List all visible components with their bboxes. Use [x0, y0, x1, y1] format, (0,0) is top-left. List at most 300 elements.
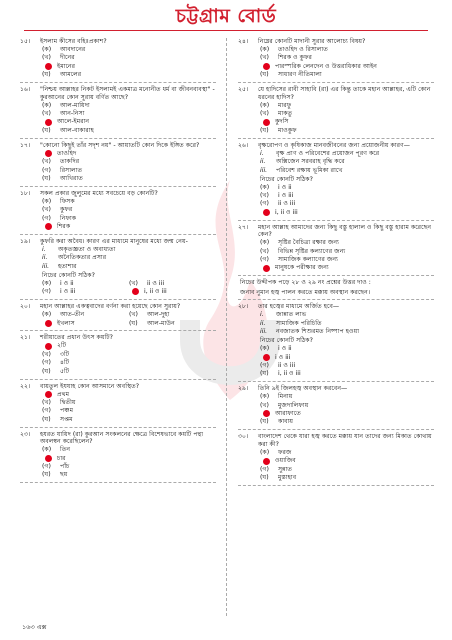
answer-option[interactable]: [238, 126, 434, 134]
answer-option[interactable]: [20, 206, 216, 214]
option-label: (গ): [42, 166, 51, 174]
answer-option[interactable]: [20, 390, 216, 398]
answer-marked-icon: [263, 63, 270, 70]
question-separator: [238, 138, 434, 139]
question-stem: [20, 238, 216, 246]
statement-number: iii.: [260, 166, 268, 174]
title-underline: [24, 30, 428, 31]
statement: [20, 254, 216, 262]
option-text: তাকদির: [60, 158, 80, 166]
statement: [238, 149, 434, 157]
statement-number: ii.: [260, 158, 266, 166]
question: [238, 142, 434, 217]
answer-option[interactable]: [238, 418, 434, 426]
answer-option[interactable]: [238, 118, 434, 126]
statement-text: জান্নাত লাভ: [276, 311, 307, 319]
option-label: (ঘ): [42, 71, 51, 79]
statement-number: i.: [260, 311, 264, 319]
option-text: ইখলাস: [57, 319, 75, 327]
answer-option[interactable]: [20, 198, 216, 206]
answer-option[interactable]: [238, 449, 434, 457]
option-text: ii ও iii: [278, 200, 296, 208]
question-stem: [238, 303, 434, 311]
question: [238, 38, 434, 79]
answer-option[interactable]: [20, 446, 216, 454]
question-number: ১৭।: [20, 141, 31, 149]
option-text: ২টি: [57, 342, 67, 350]
question-stem: [20, 431, 216, 446]
answer-option[interactable]: [42, 279, 129, 287]
option-text: ফরজ: [278, 449, 292, 456]
question-stem: [238, 433, 434, 448]
option-label: (ক): [42, 197, 52, 205]
answer-option[interactable]: [20, 350, 216, 358]
question-number: ৩০।: [238, 433, 249, 441]
question: [238, 303, 434, 378]
statement-text: পরিবেশ রক্ষায় ভূমিকা রাখে: [276, 166, 343, 174]
answer-marked-icon: [45, 63, 52, 70]
answer-marked-icon: [263, 354, 270, 361]
answer-option[interactable]: [42, 311, 129, 319]
question: [20, 238, 216, 296]
answer-option[interactable]: [20, 415, 216, 423]
question: [20, 190, 216, 231]
question-separator: [20, 379, 216, 380]
answer-option[interactable]: [238, 465, 434, 473]
question: [238, 86, 434, 135]
answer-option[interactable]: [20, 407, 216, 415]
answer-option[interactable]: [20, 110, 216, 118]
question-separator: [20, 299, 216, 300]
answer-option[interactable]: [20, 463, 216, 471]
answer-marked-icon: [263, 265, 270, 272]
answer-option[interactable]: [238, 345, 434, 353]
answer-option[interactable]: [238, 62, 434, 70]
option-label: (খ): [129, 279, 138, 287]
question-text: মহান আল্লাহ আমাদের জন্য কিছু বস্তু হালাল ও কিছু বস্তু হারাম করেছেন কেন?: [258, 223, 432, 239]
option-text: ওয়াজিব: [275, 457, 296, 465]
answer-option[interactable]: [20, 166, 216, 174]
answer-option[interactable]: [238, 264, 434, 272]
answer-grid: [20, 311, 216, 328]
question-stem: [20, 303, 216, 311]
option-label: (ক): [260, 393, 270, 401]
option-label: (খ): [260, 247, 269, 255]
question-separator: [238, 381, 434, 382]
answer-marked-icon: [45, 223, 52, 230]
option-label: (খ): [42, 158, 51, 166]
option-text: তাওহিদ ও রিসালাত: [278, 45, 328, 53]
option-text: ফিসক: [60, 197, 75, 205]
question-separator: [20, 138, 216, 139]
question-prompt: নিচের কোনটি সঠিক?: [260, 337, 313, 345]
answer-option[interactable]: [238, 353, 434, 361]
option-text: মুস্তাহাব: [278, 474, 297, 482]
question-stem: [20, 190, 216, 198]
question-text: "কোনো কিছুই তাঁর সদৃশ নয়" - আয়াতটি কোন দিকে ইঙ্গিত করে?: [40, 141, 200, 149]
answer-option[interactable]: [42, 288, 129, 296]
option-text: আল-বাকারাহ: [60, 126, 94, 134]
option-text: i ও iii: [60, 288, 76, 296]
option-text: দ্বিতীয়: [60, 398, 76, 406]
statement: [20, 262, 216, 270]
option-label: (ক): [260, 449, 270, 456]
statement: [20, 246, 216, 254]
answer-marked-icon: [263, 458, 270, 465]
answer-option[interactable]: [20, 126, 216, 134]
option-text: কুফর: [60, 206, 73, 214]
stimulus-text: জনাব নুমান হজ্ব পালন করতে মক্কায় অবস্থান করছেন।: [240, 288, 371, 296]
question-prompt: নিচের কোনটি সঠিক?: [260, 175, 313, 183]
option-text: পারস্পরিক লেনদেন ও উত্তরাধিকার আইন: [275, 62, 377, 70]
statement-number: ii.: [260, 319, 266, 327]
answer-option[interactable]: [238, 46, 434, 54]
answer-option[interactable]: [20, 399, 216, 407]
option-label: (খ): [260, 401, 269, 409]
answer-marked-icon: [263, 209, 270, 216]
question-number: ২৭।: [238, 223, 249, 231]
question-text: হযরত যায়িদ (রা) কুরআন সংকলনের ক্ষেত্রে বিশেষভাবে কয়টি পন্থা অবলম্বন করেছিলেন?: [40, 430, 203, 446]
answer-option[interactable]: [20, 149, 216, 157]
option-label: (গ): [42, 288, 51, 296]
question-text: বৃক্ষরোপণ ও কৃষিকাজ মানবজীবনের জন্য প্রয়োজনীয় কারণ—: [258, 141, 410, 149]
question-separator: [238, 299, 434, 300]
option-label: (ঘ): [42, 126, 51, 134]
option-label: (খ): [42, 54, 51, 62]
answer-option[interactable]: [238, 200, 434, 208]
question-number: ২১।: [20, 334, 31, 342]
question-text: কুফরি করা অবৈধ। কারণ এর মাধ্যমে মানুষের মধ্যে জন্ম নেয়-: [40, 238, 188, 246]
answer-option[interactable]: [20, 101, 216, 109]
option-text: পঞ্চম: [60, 407, 74, 415]
answer-option[interactable]: [129, 319, 216, 327]
answer-option[interactable]: [20, 342, 216, 350]
option-label: (ক): [260, 239, 270, 247]
question-separator: [238, 220, 434, 221]
option-label: (খ): [42, 206, 51, 214]
question: [20, 334, 216, 375]
option-label: (খ): [42, 110, 51, 118]
question-text: মহান আল্লাহর একত্ববাদের বর্ণনা করা হয়েছে কোন সুরায়?: [40, 303, 181, 311]
answer-option[interactable]: [238, 401, 434, 409]
option-text: আরাফাতে: [275, 410, 301, 418]
question: [20, 431, 216, 480]
answer-option[interactable]: [238, 410, 434, 418]
option-label: (ঘ): [260, 71, 269, 79]
answer-option[interactable]: [20, 175, 216, 183]
answer-option[interactable]: [238, 54, 434, 62]
question: [238, 385, 434, 426]
option-label: (ক): [260, 45, 270, 53]
option-text: i, ii ও iii: [144, 288, 167, 296]
statement-number: i.: [42, 246, 46, 254]
option-text: ii ও iii: [278, 361, 296, 369]
question-number: ১৮।: [20, 189, 31, 197]
option-text: মুজদালিফায়: [278, 401, 309, 409]
question-stem: [238, 38, 434, 46]
option-label: (খ): [42, 350, 51, 358]
question-text: তার হজ্বের মাধ্যমে অর্জিত হবে—: [258, 303, 340, 311]
stimulus-instruction: নিচের উদ্দীপক পড়ে ২৮ ও ২৯ নং প্রশ্নের উত্তর দাও :: [240, 279, 371, 287]
option-label: (ঘ): [260, 418, 269, 426]
question: [20, 303, 216, 327]
answer-option[interactable]: [129, 279, 216, 287]
question-separator: [20, 234, 216, 235]
question-number: ২৮।: [238, 303, 249, 311]
option-label: (ক): [42, 311, 52, 319]
option-label: (ঘ): [260, 474, 269, 482]
question-separator: [238, 275, 434, 276]
option-text: কাবায়: [278, 418, 294, 426]
option-text: শিরক: [57, 223, 71, 231]
answer-option[interactable]: [129, 288, 216, 296]
option-text: শিরক ও কুফর: [278, 54, 312, 62]
question-prompt: নিচের কোনটি সঠিক?: [42, 271, 95, 279]
question-text: বাংলাদেশ থেকে যারা হজ্ব করতে মক্কায় যান তাদের জন্য মিকাত কোথায় করা কী?: [258, 433, 432, 449]
option-text: তাওহিদ: [57, 149, 77, 157]
option-label: (ক): [260, 183, 270, 191]
question-stem: [20, 38, 216, 46]
option-text: সামাজিক কল্যাণের জন্য: [278, 255, 338, 263]
statement-text: সামাজিক পরিচিতি: [276, 319, 322, 327]
question-stem: [20, 142, 216, 150]
question: [238, 433, 434, 482]
question: [20, 86, 216, 135]
option-text: i ও ii: [278, 345, 292, 353]
option-label: (ঘ): [260, 370, 269, 378]
answer-option[interactable]: [238, 393, 434, 401]
option-text: i, ii ও iii: [278, 370, 301, 378]
option-label: (খ): [42, 398, 51, 406]
question-number: ২০।: [20, 303, 31, 311]
question-stem: [238, 224, 434, 239]
question-text: "নিশ্চয় আল্লাহর নিকট ইসলামই একমাত্র মনোনীত ধর্ম বা জীবনব্যবস্থা" - কুরআনের কোন সুরায় বর্ণিত আছে?: [40, 86, 215, 101]
option-label: (খ): [129, 311, 138, 319]
option-label: (খ): [260, 110, 269, 118]
question-number: ২৩।: [20, 430, 31, 438]
option-text: i ও iii: [275, 353, 291, 361]
option-text: ii ও iii: [147, 279, 165, 287]
option-label: (গ): [260, 255, 269, 263]
option-text: বিভিন্ন সৃষ্টির কল্যাণের জন্য: [278, 247, 346, 255]
left-column: [20, 38, 216, 486]
option-label: (ক): [260, 101, 270, 109]
option-text: আলে-ইমরান: [57, 118, 90, 126]
question-stem: [20, 86, 216, 101]
statement: [238, 328, 434, 336]
question-number: ২৫।: [238, 86, 249, 94]
question-separator: [238, 485, 434, 486]
question-separator: [20, 330, 216, 331]
option-label: (ক): [42, 446, 52, 454]
option-label: (খ): [260, 54, 269, 62]
answer-option[interactable]: [129, 311, 216, 319]
option-label: (ঘ): [42, 471, 51, 479]
answer-option[interactable]: [238, 239, 434, 247]
option-label: (গ): [42, 359, 51, 367]
question-text: যে হাদিসের রাবী সাহাবি (রা) এর কিন্তু তাকে মহান আল্লাহর, এটি কোন ধরনের হাদিস?: [258, 86, 431, 101]
option-label: (ঘ): [42, 174, 51, 182]
option-label: (গ): [260, 465, 269, 473]
option-label: (ক): [42, 101, 52, 109]
statement-number: ii.: [42, 254, 48, 262]
question-text: বায়তুল ইযযাহ কোন আসমানে অবস্থিত?: [40, 382, 140, 390]
right-column: [238, 38, 434, 489]
statement-number: iii.: [260, 328, 268, 336]
option-label: (ক): [42, 45, 52, 53]
option-text: কুদসি: [275, 118, 289, 126]
question: [20, 38, 216, 79]
statement-text: হতাশার: [58, 262, 77, 270]
statement: [238, 311, 434, 319]
option-text: তিন: [60, 446, 71, 454]
answer-option[interactable]: [238, 208, 434, 216]
question: [238, 224, 434, 273]
page-number: ১৬৩ এক্স: [22, 623, 47, 631]
answer-option[interactable]: [238, 110, 434, 118]
question-text: সকল প্রকার জুলুমের মধ্যে সবচেয়ে বড় কোনটি?: [40, 189, 158, 197]
option-text: সৃষ্টির বৈচিত্র্য রক্ষার জন্য: [278, 239, 339, 247]
statement: [238, 158, 434, 166]
option-text: i, ii ও iii: [275, 208, 298, 216]
option-text: পাঁচ: [60, 463, 70, 471]
option-text: দীনের: [60, 54, 75, 62]
page-title: চট্টগ্রাম বোর্ড: [175, 5, 277, 27]
question-text: নিম্নের কোনটি মাদানী সুরার আলোচ্য বিষয়?: [258, 38, 366, 45]
answer-option[interactable]: [20, 158, 216, 166]
option-text: মাকতু: [278, 110, 293, 118]
answer-marked-icon: [263, 410, 270, 417]
question-stem: [238, 142, 434, 150]
answer-option[interactable]: [20, 54, 216, 62]
answer-option[interactable]: [20, 454, 216, 462]
answer-option[interactable]: [20, 46, 216, 54]
question-stem: [20, 334, 216, 342]
answer-option[interactable]: [20, 62, 216, 70]
option-label: (ক): [42, 279, 52, 287]
answer-option[interactable]: [238, 474, 434, 482]
question-separator: [238, 429, 434, 430]
question-text: ইসলাম কীসের বহিঃপ্রকাশ?: [40, 38, 107, 45]
option-label: (গ): [42, 407, 51, 415]
question-number: ২৪।: [238, 38, 249, 45]
answer-option[interactable]: [238, 101, 434, 109]
answer-marked-icon: [45, 391, 52, 398]
question-stem: [238, 385, 434, 393]
option-label: (ঘ): [42, 367, 51, 375]
option-text: আবদানের: [60, 45, 86, 53]
question-number: ২২।: [20, 382, 31, 390]
answer-marked-icon: [45, 320, 52, 327]
question-number: ১৬।: [20, 86, 31, 94]
answer-option[interactable]: [20, 118, 216, 126]
option-text: মানুষকে পরীক্ষার জন্য: [275, 264, 329, 272]
option-text: ৩টি: [60, 350, 70, 358]
statement-text: অকৃতজ্ঞতা ও অবাধ্যতা: [58, 246, 116, 254]
option-label: (গ): [42, 463, 51, 471]
answer-option[interactable]: [238, 256, 434, 264]
answer-option[interactable]: [42, 319, 129, 327]
answer-option[interactable]: [20, 359, 216, 367]
question-number: ১৯।: [20, 238, 31, 246]
answer-option[interactable]: [238, 247, 434, 255]
statement-text: নবজাতক শিশুরমত নিষ্পাপ হওয়া: [276, 328, 360, 336]
option-label: (গ): [42, 214, 51, 222]
question-text: শরীয়াতের প্রধান উৎস কয়টি?: [40, 334, 113, 342]
answer-marked-icon: [263, 119, 270, 126]
option-text: মারফু: [278, 101, 292, 109]
statement: [238, 319, 434, 327]
option-text: নিফাক: [60, 214, 77, 222]
option-text: সপ্তম: [60, 415, 73, 423]
answer-option[interactable]: [20, 471, 216, 479]
option-text: মাওকুফ: [278, 126, 297, 134]
option-text: ছয়: [60, 471, 68, 479]
question-separator: [238, 82, 434, 83]
option-label: (গ): [260, 200, 269, 208]
option-text: ইমানের: [57, 62, 76, 70]
question-stem: [20, 383, 216, 391]
answer-option[interactable]: [20, 214, 216, 222]
answer-option[interactable]: [238, 457, 434, 465]
question-number: ২৯।: [238, 385, 249, 393]
option-text: সাধারণ নীতিমালা: [278, 71, 322, 79]
option-text: সুন্নাত: [278, 465, 293, 473]
option-label: (গ): [260, 361, 269, 369]
option-text: আন-নিসা: [60, 110, 85, 118]
column-divider: [226, 38, 227, 616]
answer-marked-icon: [45, 343, 52, 350]
answer-marked-icon: [45, 150, 52, 157]
answer-option[interactable]: [238, 362, 434, 370]
question: [20, 142, 216, 183]
statement-text: বৃক্ষ প্রাণ ও পরিবেশের প্রয়োজন পূরণ করে: [276, 149, 380, 157]
answer-option[interactable]: [238, 192, 434, 200]
question-number: ১৫।: [20, 38, 31, 45]
answer-option[interactable]: [238, 183, 434, 191]
question: [20, 383, 216, 424]
question-stem: [238, 86, 434, 101]
option-text: আল-দুহা: [147, 311, 170, 319]
option-label: (ঘ): [42, 415, 51, 423]
statement-number: i.: [260, 149, 264, 157]
option-text: ৫টি: [60, 367, 70, 375]
question-text: তিনি ৯ই জিলহজ্ব অবস্থান করবেন—: [258, 385, 348, 393]
option-text: প্রথম: [57, 390, 70, 398]
answer-option[interactable]: [20, 367, 216, 375]
statement-text: অক্সিজেন সরবরাহ বৃদ্ধি করে: [276, 158, 345, 166]
statement: [238, 166, 434, 174]
option-text: i ও ii: [60, 279, 74, 287]
question-separator: [20, 482, 216, 483]
answer-grid: [20, 279, 216, 296]
answer-marked-icon: [45, 455, 52, 462]
answer-marked-icon: [45, 119, 52, 126]
question-number: ২৬।: [238, 141, 249, 149]
option-text: আখিরাত: [60, 174, 83, 182]
option-text: আমলের: [60, 71, 82, 79]
answer-option[interactable]: [20, 71, 216, 79]
option-text: ৪টি: [60, 359, 70, 367]
statement-number: iii.: [42, 262, 50, 270]
answer-option[interactable]: [238, 71, 434, 79]
option-label: (খ): [260, 191, 269, 199]
question-separator: [20, 427, 216, 428]
answer-option[interactable]: [238, 370, 434, 378]
option-label: (ক): [260, 345, 270, 353]
option-text: আল-মায়িদা: [60, 101, 90, 109]
answer-option[interactable]: [20, 223, 216, 231]
